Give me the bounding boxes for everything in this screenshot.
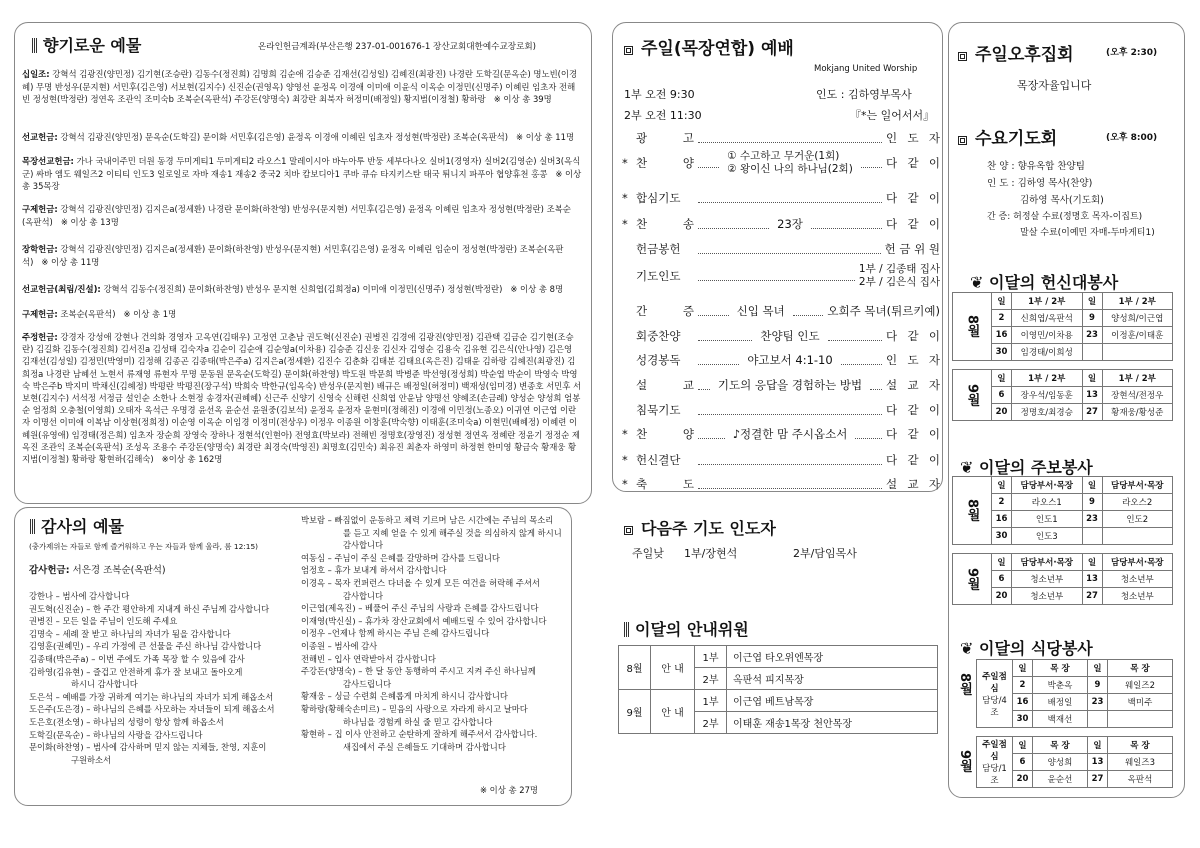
table-cell: 6: [992, 387, 1012, 404]
section-label: 구제헌금:: [22, 204, 58, 214]
thanks-line: 이근엽(제옥진) – 베풀어 주신 주님의 사랑과 은혜를 감사드립니다: [301, 603, 539, 614]
table-cell: 윤순선: [1033, 771, 1088, 788]
dedication-table: [952, 292, 1173, 361]
header-cell: 일: [992, 477, 1012, 494]
table-cell: 20: [1013, 771, 1033, 788]
order-content: 신입 목녀: [736, 304, 785, 318]
table-cell: 27: [1082, 404, 1102, 421]
order-content: ♪정결한 맘 주시옵소서: [732, 427, 848, 441]
thanks-line: 도은석 – 예배를 가장 귀하게 여기는 하나님의 자녀가 되게 해옵소서: [29, 691, 274, 702]
order-row: [622, 263, 940, 288]
order-content: 찬양팀 인도: [760, 329, 820, 343]
order-person: 다 같 이: [886, 453, 940, 467]
thanks-col2: [301, 514, 569, 753]
order-row: [622, 328, 940, 344]
section-label: 구제헌금:: [22, 309, 58, 319]
order-row: [622, 352, 940, 368]
afternoon-text: 목장자율입니다: [1017, 79, 1092, 92]
bar-icon: [30, 519, 35, 534]
order-person: 다 같 이: [886, 191, 940, 205]
thanks-line: 김영훈(권혜민) – 우리 가정에 큰 선물을 주신 하나님 감사합니다: [29, 641, 262, 652]
order-content: 오희주 목녀(튀르키예): [827, 304, 941, 318]
thanks-line: 황재웅 – 싱글 수련회 은혜롭게 마치게 하시니 감사합니다: [301, 691, 508, 702]
thanks-count: ※ 이상 총 27명: [480, 785, 539, 795]
order-label: 간 증: [636, 304, 694, 318]
thanks-line: 구원하소서: [71, 754, 112, 765]
table-cell: 2: [992, 310, 1012, 327]
table-cell: 인도3: [1012, 528, 1083, 545]
thanks-first: 감사헌금: 서은경 조복순(옥판석): [29, 565, 166, 576]
table-cell: 인도1: [1012, 511, 1083, 528]
guide-role: 안 내: [651, 690, 695, 734]
header-cell: 일: [1087, 660, 1107, 677]
wed-line: 찬 양 : 향유옥합 찬양팀: [987, 161, 1085, 172]
header-cell: 일: [1082, 477, 1102, 494]
thanks-line: 전해빈 – 입사 연락받아서 감사합니다: [301, 653, 436, 664]
table-cell: 23: [1087, 694, 1107, 711]
next-title: 다음주 기도 인도자: [624, 516, 776, 539]
section-count: ※ 이상 총 8명: [510, 284, 564, 294]
order-label: 헌신결단: [636, 453, 681, 467]
thanks-verse: (충가제위는 자들로 함께 즐거워하고 우는 자들과 함께 울라, 롬 12:15): [29, 542, 259, 551]
header-cell: 일: [992, 370, 1012, 387]
next-p1: 1부/장현석: [684, 547, 738, 560]
thanks-line: 감사합니다: [343, 540, 384, 551]
thanks-line: 김명숙 – 세례 잘 받고 하나님의 자녀가 됨을 감사합니다: [29, 628, 231, 639]
heart-icon: ❦: [960, 639, 979, 658]
table-cell: 황재웅/황성준: [1102, 404, 1173, 421]
table-cell: 16: [992, 327, 1012, 344]
leader-label: 인도 : 김하영부목사: [816, 88, 912, 101]
offering-section: [22, 68, 582, 106]
table-cell: 라오스1: [1012, 494, 1083, 511]
guide-role: 안 내: [651, 646, 695, 690]
bulletin-table: [952, 553, 1173, 605]
table-cell: 옥판석: [1107, 771, 1172, 788]
table-cell: [1082, 528, 1102, 545]
offering-section: [22, 308, 582, 321]
header-cell: 1부 / 2부: [1102, 293, 1173, 310]
table-cell: [1107, 711, 1172, 728]
thanks-line: 새집에서 주실 은혜들도 기대하며 감사합니다: [343, 741, 506, 752]
thanks-line: 황하랑(황해숙손미르) – 믿음의 사랑으로 자라게 하시고 날마다: [301, 703, 528, 714]
header-cell: 목 장: [1107, 660, 1172, 677]
wed-line: 간 증: 허정살 수료(정명호 목자-이집트): [987, 212, 1143, 222]
offering-section: [22, 155, 582, 193]
table-cell: 27: [1082, 588, 1102, 605]
section-label: 십일조:: [22, 69, 50, 79]
section-text: 강혁석 김광진(양민정) 문옥순(도학길) 문이화 서민후(김은영) 윤정옥 이경애 이혜린 임초자 정성현(박정란) 조복순(옥판석): [60, 132, 509, 142]
order-row: [622, 377, 940, 393]
section-label: 선교헌금(최림/진설):: [22, 284, 101, 294]
square-icon: [624, 526, 633, 535]
order-label: 헌금봉헌: [636, 242, 681, 256]
order-label: 설 교: [636, 378, 694, 392]
order-label: 찬 양: [636, 427, 694, 441]
thanks-line: 강한나 – 범사에 감사합니다: [29, 591, 130, 601]
section-label: 장학헌금:: [22, 244, 58, 254]
table-cell: 20: [992, 404, 1012, 421]
thanks-line: 김종태(박은주a) – 이번 주에도 가족 목장 할 수 있음에 감사: [29, 653, 245, 664]
order-label: 성경봉독: [636, 353, 681, 367]
month-cell: 8월: [953, 477, 992, 545]
table-cell: 청소년부: [1102, 571, 1173, 588]
section-label: 목장선교헌금:: [22, 156, 74, 166]
thanks-line: 도학길(문옥순) – 하나님의 사랑을 감사드립니다: [29, 729, 203, 740]
kitchen-table: [976, 659, 1173, 728]
table-cell: 20: [992, 588, 1012, 605]
kitchen-table: [976, 736, 1173, 788]
offering-section: [22, 283, 582, 296]
header-cell: 일: [1087, 737, 1107, 754]
kitchen-title: ❦ 이달의 식당봉사: [960, 639, 1093, 658]
table-cell: 청소년부: [1102, 588, 1173, 605]
table-cell: 라오스2: [1102, 494, 1173, 511]
guides-table: 8월 안 내 1부 이근엽 타오위엔목장 2부 옥판석 피지목장 9월 안 내 1부 이근엽 베트남목장 2부 이태훈 재송1목장 천안목장: [618, 645, 938, 734]
bar-icon: [624, 622, 629, 637]
header-cell: 1부 / 2부: [1102, 370, 1173, 387]
table-cell: 박춘옥: [1033, 677, 1088, 694]
order-row: [622, 402, 940, 418]
thanks-line: 감사드립니다: [343, 678, 392, 689]
stand-mark: *: [622, 217, 628, 231]
month-cell: 8월: [953, 293, 992, 361]
table-cell: 2: [992, 494, 1012, 511]
table-cell: [1082, 344, 1102, 361]
stand-note: 『*는 일어서서』: [850, 109, 935, 122]
order-label: 광 고: [636, 131, 694, 145]
header-cell: 일: [1013, 737, 1033, 754]
order-label: 침묵기도: [636, 403, 681, 417]
offering-section: [22, 243, 582, 268]
order-label: 찬 양: [636, 156, 694, 170]
wed-line: 말살 수료(이예민 자매-두마게티1): [1020, 228, 1155, 238]
section-text: 강혁석 김동수(정진희) 문이화(하찬영) 반성우 문지현 신희엽(김희정a) 이미애 이정민(신명주) 정성현(박정란): [103, 284, 503, 294]
section-count: ※ 이상 총 39명: [493, 94, 552, 105]
afternoon-time: (오후 2:30): [1106, 48, 1158, 58]
kitchen-label: 주일점심 담당/4조: [977, 660, 1013, 728]
thanks-line: 감사합니다: [343, 590, 384, 601]
guide-month: 9월: [619, 690, 651, 734]
section-text: 강경자 강성애 강현나 건의화 경영자 고옥연(김태우) 고정연 고춘남 권도혁(신진순) 권병진 김경애 김광진(양민정) 김관택 김금순 김기현(조승란) 김길화 김동수(정진희) 김서진a 김성태 김숙자a 김순이 김순애 김순영a(이차용) 김승준 김신웅 김신자 김영순 김용숙 김유현 김은식(안나영) 김은영 김재선(김성일) 김정민(박영미) 김정해 김종곤 김종태(박은주a) 김지은a(정세환) 김진수 김춘화 김태분 김태요(옥은진) 김태윤 김하랑 김혜진(최광진) 김희정a 나경란 남혜선 노현서 류재영 류현자 무명 문동원 문옥순(도학길) 문이화(하찬영) 박도원 박문희 박병준 박선영(정성희) 박순엽 박순이 박영숙 박영숙 박은주b 박지미 박채신(김혜정) 박평란 박평진(장구석) 박희숙 박한규(임옥숙) 반성우(문지현) 배규은 배정일(허정미) 백재성(임미경) 변종호 서민후 서보현(김지수) 서석정 서정금 설인순 소한나 소현정 송경자(권혜혜) 신근주 신양기 신영숙 신해련 신희엽 안윤남 양명선 양혜조(손금례) 양성순 양성희 엄봉순 엄정희 오충철(이영희) 오태자 옥석근 우명경 윤선옥 윤순선 윤원중(김보석) 윤정옥 윤정자 윤현미(정해진) 이경애 이민정(노종오) 이귀연 이근엽 이란자 이명선 이미애 이복남 이상현(정희정) 이순영 이옥순 이임경 이정미(전상우) 이정우 이종원 이창훈(박숙향) 이태훈(조미숙a) 이현민(배혜정) 이혜련 이혜원(유영애) 임경태(정은희) 임초자 장순희 장영숙 장하나 정현석(인현아) 전영효(박보라) 전해빈 정명호(장영진) 정성현 정연옥 정혜란 정윤기 정정순 제옥진 조관익 조복순(옥판석) 조성옥 조용수 주강돈(양명숙) 최경란 최경숙(박영진) 최명호(김민숙) 최유진 최춘자 하영미 하정현 한미영 황금숙 황재웅 황지범(이정철) 황하랑 황현하(김해숙): [22, 332, 582, 465]
order-row: [622, 476, 940, 492]
kitchen-label: 주일점심 담당/1조: [977, 737, 1013, 788]
section-text: 강혁석 김광진(양민정) 김지은a(정세환) 문이화(하찬영) 반성우(문지현) 서민후(김은영) 윤정옥 이혜린 임순이 정성현(박정란) 조복순(옥판석): [22, 244, 564, 267]
order-row: [622, 452, 940, 468]
section-text: 강혁석 김광진(양민정) 김기현(조승란) 김동수(정진희) 김명희 김순애 김승준 김재선(김성일) 김혜진(최광진) 나경란 도학길(문옥순) 명노빈(이경혜) 무명 반성우(문지현) 서민후(김은영) 서보현(김지수) 신진순(권영옥) 양영선 윤정옥 이경애 이미애 이윤식 이옥순 이정민(신명주) 이혜린 임초자 전해빈 정성현(박정란) 정연옥 조관익 조미숙b 조복순(옥판석) 주강돈(양명숙) 최강란 최북자 허정미(배정일) 황지범(이정철) 황하랑: [22, 69, 578, 105]
header-cell: 담당부서·목장: [1102, 554, 1173, 571]
worship-subtitle: Mokjang United Worship: [814, 64, 918, 74]
offering-section: [22, 331, 582, 465]
header-cell: 일: [992, 554, 1012, 571]
order-person: 다 같 이: [886, 329, 941, 343]
bulletin-title: ❦ 이달의 주보봉사: [960, 458, 1093, 477]
section-count: ※이상 총 162명: [161, 454, 223, 465]
order-person: 1부 / 김종태 집사 2부 / 김은식 집사: [858, 263, 940, 288]
order-row: [622, 426, 940, 442]
afternoon-title: 주일오후집회: [958, 40, 1074, 65]
square-icon: [958, 52, 967, 61]
table-cell: 9: [1087, 677, 1107, 694]
order-row: [622, 130, 940, 146]
heart-icon: ❦: [960, 458, 979, 477]
thanks-line: 주강돈(양명숙) – 한 달 동안 동행하여 주시고 지켜 주신 하나님께: [301, 666, 536, 677]
order-person: 다 같 이: [886, 427, 941, 441]
table-cell: 2: [1013, 677, 1033, 694]
header-cell: 1부 / 2부: [1012, 293, 1083, 310]
table-cell: 6: [992, 571, 1012, 588]
square-icon: [624, 46, 633, 55]
wednesday-title: 수요기도회: [958, 124, 1057, 149]
month-cell: 9월: [953, 370, 992, 421]
order-person: 다 같 이: [886, 156, 940, 170]
thanks-title: 감사의 예물: [30, 514, 124, 537]
table-cell: [1102, 528, 1173, 545]
table-cell: 임경태/이희성: [1012, 344, 1083, 361]
month-cell: 8월: [957, 673, 972, 696]
section-count: ※ 이상 총 1명: [123, 309, 177, 319]
header-cell: 목 장: [1107, 737, 1172, 754]
thanks-line: 문이화(하찬영) – 범사에 감사하며 믿지 않는 지체들, 찬영, 지훈이: [29, 742, 267, 753]
thanks-line: 이재영(박신실) – 휴가차 장산교회에서 예배드릴 수 있어 감사합니다: [301, 615, 547, 626]
table-cell: 백미주: [1107, 694, 1172, 711]
thanks-line: 를 듣고 지혜 얻을 수 있게 해주실 것을 의심하지 않게 하시니: [343, 527, 562, 538]
order-label: 회중찬양: [636, 329, 681, 343]
section-text: 강혁석 김광진(양민정) 김지은a(정세환) 나경란 문이화(하찬영) 반성우(문지현) 서민후(김은영) 윤정옥 이혜린 임초자 정성현(박정란) 조복순(옥판석): [22, 204, 571, 227]
table-cell: 9: [1082, 494, 1102, 511]
table-cell: 신희엽/옥판석: [1012, 310, 1083, 327]
table-cell: 13: [1087, 754, 1107, 771]
thanks-line: 하시니 감사합니다: [71, 679, 138, 690]
stand-mark: *: [622, 477, 628, 491]
table-cell: [1087, 711, 1107, 728]
table-cell: 청소년부: [1012, 588, 1083, 605]
table-cell: 23: [1082, 511, 1102, 528]
table-cell: 양성희/이근엽: [1102, 310, 1173, 327]
thanks-line: 이경옥 – 목자 컨퍼런스 다녀올 수 있게 모든 여건을 허락해 주셔서: [301, 577, 540, 588]
order-person: 인 도 자: [886, 353, 941, 367]
thanks-line: 이종원 – 범사에 감사: [301, 640, 378, 651]
order-row: [622, 190, 940, 206]
table-cell: 13: [1082, 571, 1102, 588]
section-label: 선교헌금:: [22, 132, 58, 142]
stand-mark: *: [622, 191, 628, 205]
offering-section: [22, 203, 582, 228]
order-content: ① 수고하고 무거운(1회) ② 왕이신 나의 하나님(2회): [727, 150, 853, 175]
order-person: 헌 금 위 원: [884, 242, 940, 256]
thanks-line: 하나님을 경험케 하실 줄 믿고 감사합니다: [343, 716, 493, 727]
time-1: 1부 오전 9:30: [624, 88, 695, 101]
thanks-col1: [29, 590, 299, 766]
dedication-title: ❦ 이달의 헌신대봉사: [970, 273, 1119, 292]
table-cell: 30: [1013, 711, 1033, 728]
thanks-line: 박보람 – 빠짐없이 운동하고 체력 기르며 남은 시간에는 주님의 목소리: [301, 515, 554, 525]
section-count: ※ 이상 총 13명: [60, 216, 119, 227]
table-cell: 13: [1082, 387, 1102, 404]
thanks-line: 엄정호 – 휴가 보내게 하셔서 감사합니다: [301, 565, 447, 576]
table-cell: 배정일: [1033, 694, 1088, 711]
table-cell: 16: [992, 511, 1012, 528]
order-label: 축 도: [636, 477, 694, 491]
next-label: 주일낮: [632, 547, 664, 560]
order-row: [622, 150, 940, 175]
table-cell: 이영민/이차용: [1012, 327, 1083, 344]
table-cell: [1102, 344, 1173, 361]
table-cell: 웨일즈3: [1107, 754, 1172, 771]
table-cell: 양성희: [1033, 754, 1088, 771]
order-content: 23장: [777, 217, 803, 231]
section-label: 주정헌금:: [22, 332, 58, 342]
table-cell: 27: [1087, 771, 1107, 788]
order-content: 야고보서 4:1-10: [747, 353, 833, 367]
bulletin-table: [952, 476, 1173, 545]
header-cell: 담당부서·목장: [1012, 554, 1083, 571]
thanks-line: 도은주(도은경) – 하나님의 은혜를 사모하는 자녀들이 되게 해옵소서: [29, 704, 275, 715]
header-cell: 목 장: [1033, 660, 1088, 677]
offering-account: 온라인헌금계좌(부산은행 237-01-001676-1 장산교회대한예수교장로회): [258, 42, 537, 52]
header-cell: 일: [1082, 370, 1102, 387]
order-person: 인 도 자: [886, 131, 940, 145]
guides-title: 이달의 안내위원: [624, 617, 749, 640]
table-cell: 9: [1082, 310, 1102, 327]
table-cell: 인도2: [1102, 511, 1173, 528]
wed-line: 인 도 : 김하영 목사(찬양): [987, 178, 1093, 189]
table-cell: 6: [1013, 754, 1033, 771]
header-cell: 일: [1082, 293, 1102, 310]
table-cell: 웨일즈2: [1107, 677, 1172, 694]
section-count: ※ 이상 총 11명: [41, 256, 100, 267]
order-person: 설 교 자: [886, 378, 940, 392]
wednesday-time: (오후 8:00): [1106, 133, 1158, 143]
month-cell: 9월: [953, 554, 992, 605]
stand-mark: *: [622, 453, 628, 467]
table-cell: 백재선: [1033, 711, 1088, 728]
heart-icon: ❦: [970, 273, 989, 292]
bar-icon: [32, 38, 37, 53]
table-cell: 이정훈/이태훈: [1102, 327, 1173, 344]
section-text: 조복순(옥판석): [60, 309, 116, 319]
dedication-table: [952, 369, 1173, 421]
order-row: [622, 241, 940, 257]
thanks-line: 여동심 – 주님이 주실 은혜를 갈망하며 감사를 드립니다: [301, 552, 500, 563]
guide-month: 8월: [619, 646, 651, 690]
header-cell: 일: [992, 293, 1012, 310]
thanks-line: 이정우 –언제나 함께 하시는 주님 은혜 감사드립니다: [301, 628, 490, 639]
header-cell: 1부 / 2부: [1012, 370, 1083, 387]
table-cell: 30: [992, 344, 1012, 361]
order-person: 설 교 자: [886, 477, 940, 491]
offering-section: [22, 131, 582, 144]
order-label: 찬 송: [636, 217, 694, 231]
table-cell: 16: [1013, 694, 1033, 711]
month-cell: 9월: [957, 750, 972, 773]
order-row: [622, 303, 940, 319]
table-cell: 정명호/최경승: [1012, 404, 1083, 421]
table-cell: 장우석/임동훈: [1012, 387, 1083, 404]
thanks-line: 황현하 – 집 이사 안전하고 순탄하게 잘하게 해주셔서 감사합니다.: [301, 729, 538, 740]
thanks-line: 도은호(전소영) – 하나님의 성령이 항상 함께 하옵소서: [29, 716, 224, 727]
wed-line: 김하영 목사(기도회): [1020, 195, 1104, 206]
order-person: 다 같 이: [886, 403, 940, 417]
section-count: ※ 이상 총 35목장: [22, 168, 582, 192]
table-cell: 청소년부: [1012, 571, 1083, 588]
order-person: 다 같 이: [886, 217, 940, 231]
thanks-line: 권도혁(신진순) – 한 주간 평안하게 지내게 하신 주님께 감사합니다: [29, 603, 270, 614]
header-cell: 담당부서·목장: [1102, 477, 1173, 494]
header-cell: 담당부서·목장: [1012, 477, 1083, 494]
header-cell: 일: [1013, 660, 1033, 677]
offering-title: 향기로운 예물: [32, 33, 141, 56]
time-2: 2부 오전 11:30: [624, 109, 702, 122]
order-label: 기도인도: [636, 269, 681, 283]
thanks-line: 김하영(김유현) – 즐겁고 안전하게 휴가 잘 보내고 돌아오게: [29, 666, 243, 677]
header-cell: 일: [1082, 554, 1102, 571]
table-cell: 30: [992, 528, 1012, 545]
next-p2: 2부/담임목사: [793, 547, 857, 560]
square-icon: [958, 136, 967, 145]
section-count: ※ 이상 총 11명: [516, 132, 575, 142]
header-cell: 목 장: [1033, 737, 1088, 754]
section-text: 가나 국내이주민 더원 동경 두미게티1 두미게티2 라오스1 말레이시아 바누아투 반둥 세부다나오 실버1(경영자) 실버2(김영순) 실버3(옥식군) 싸바 엠도 웨일즈2 이티티 인도3 일로일로 자바 재송1 재송2 중국2 치바 캄보디아1 쿠바 큐슈 타지키스탄 태국 튀니지 파푸아 협양휴천 홍콩: [22, 156, 581, 179]
thanks-line: 권병진 – 모든 일을 주님이 인도해 주세요: [29, 616, 178, 627]
order-label: 합심기도: [636, 191, 681, 205]
stand-mark: *: [622, 427, 628, 441]
order-row: [622, 216, 940, 232]
worship-title: 주일(목장연합) 예배: [624, 34, 794, 59]
table-cell: 장현석/전정우: [1102, 387, 1173, 404]
order-content: 기도의 응답을 경험하는 방법: [717, 378, 863, 392]
stand-mark: *: [622, 156, 628, 170]
table-cell: 23: [1082, 327, 1102, 344]
